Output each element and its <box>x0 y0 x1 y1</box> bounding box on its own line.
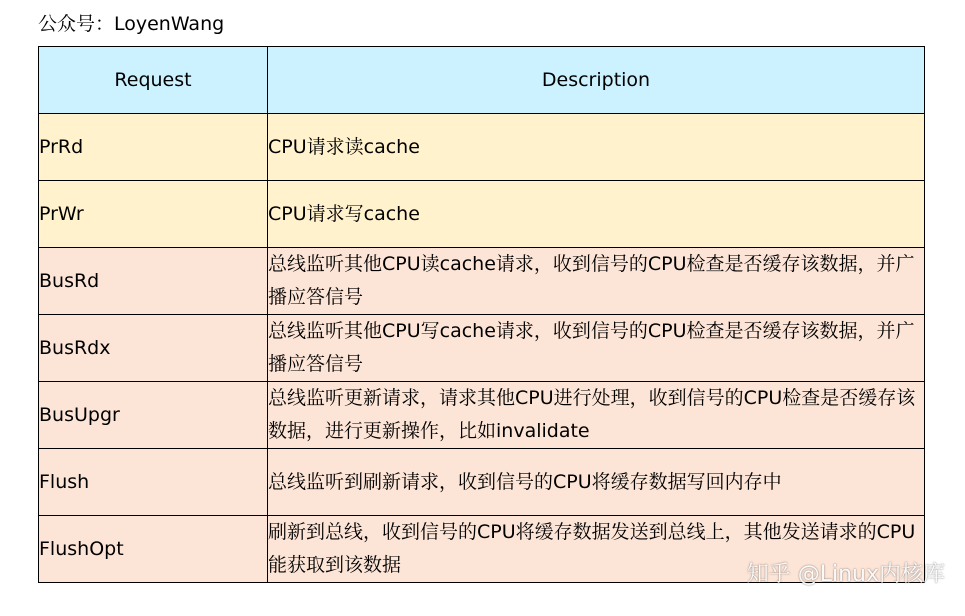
description-cell: 总线监听更新请求，请求其他CPU进行处理，收到信号的CPU检查是否缓存该数据，进行更新操作，比如invalidate <box>268 382 925 449</box>
description-cell: 总线监听其他CPU写cache请求，收到信号的CPU检查是否缓存该数据，并广播应答信号 <box>268 315 925 382</box>
table-row <box>39 382 925 449</box>
account-label: 公众号：LoyenWang <box>38 13 225 35</box>
request-cell: BusRd <box>39 248 268 315</box>
request-cell: Flush <box>39 449 268 516</box>
description-cell: 总线监听其他CPU读cache请求，收到信号的CPU检查是否缓存该数据，并广播应答信号 <box>268 248 925 315</box>
request-cell: PrWr <box>39 181 268 248</box>
description-cell: 刷新到总线，收到信号的CPU将缓存数据发送到总线上，其他发送请求的CPU能获取到该数据 <box>268 516 925 583</box>
table-header-row <box>39 47 925 114</box>
request-cell: FlushOpt <box>39 516 268 583</box>
table-row <box>39 181 925 248</box>
watermark: 知乎 @Linux内核库 <box>746 562 945 587</box>
column-header-request: Request <box>39 47 268 114</box>
description-cell: 总线监听到刷新请求，收到信号的CPU将缓存数据写回内存中 <box>268 449 925 516</box>
request-cell: BusUpgr <box>39 382 268 449</box>
table-row <box>39 449 925 516</box>
table-row <box>39 315 925 382</box>
table-row <box>39 114 925 181</box>
table-row <box>39 248 925 315</box>
column-header-description: Description <box>268 47 925 114</box>
request-cell: PrRd <box>39 114 268 181</box>
request-cell: BusRdx <box>39 315 268 382</box>
description-cell: CPU请求读cache <box>268 114 925 181</box>
request-table <box>38 46 925 583</box>
description-cell: CPU请求写cache <box>268 181 925 248</box>
